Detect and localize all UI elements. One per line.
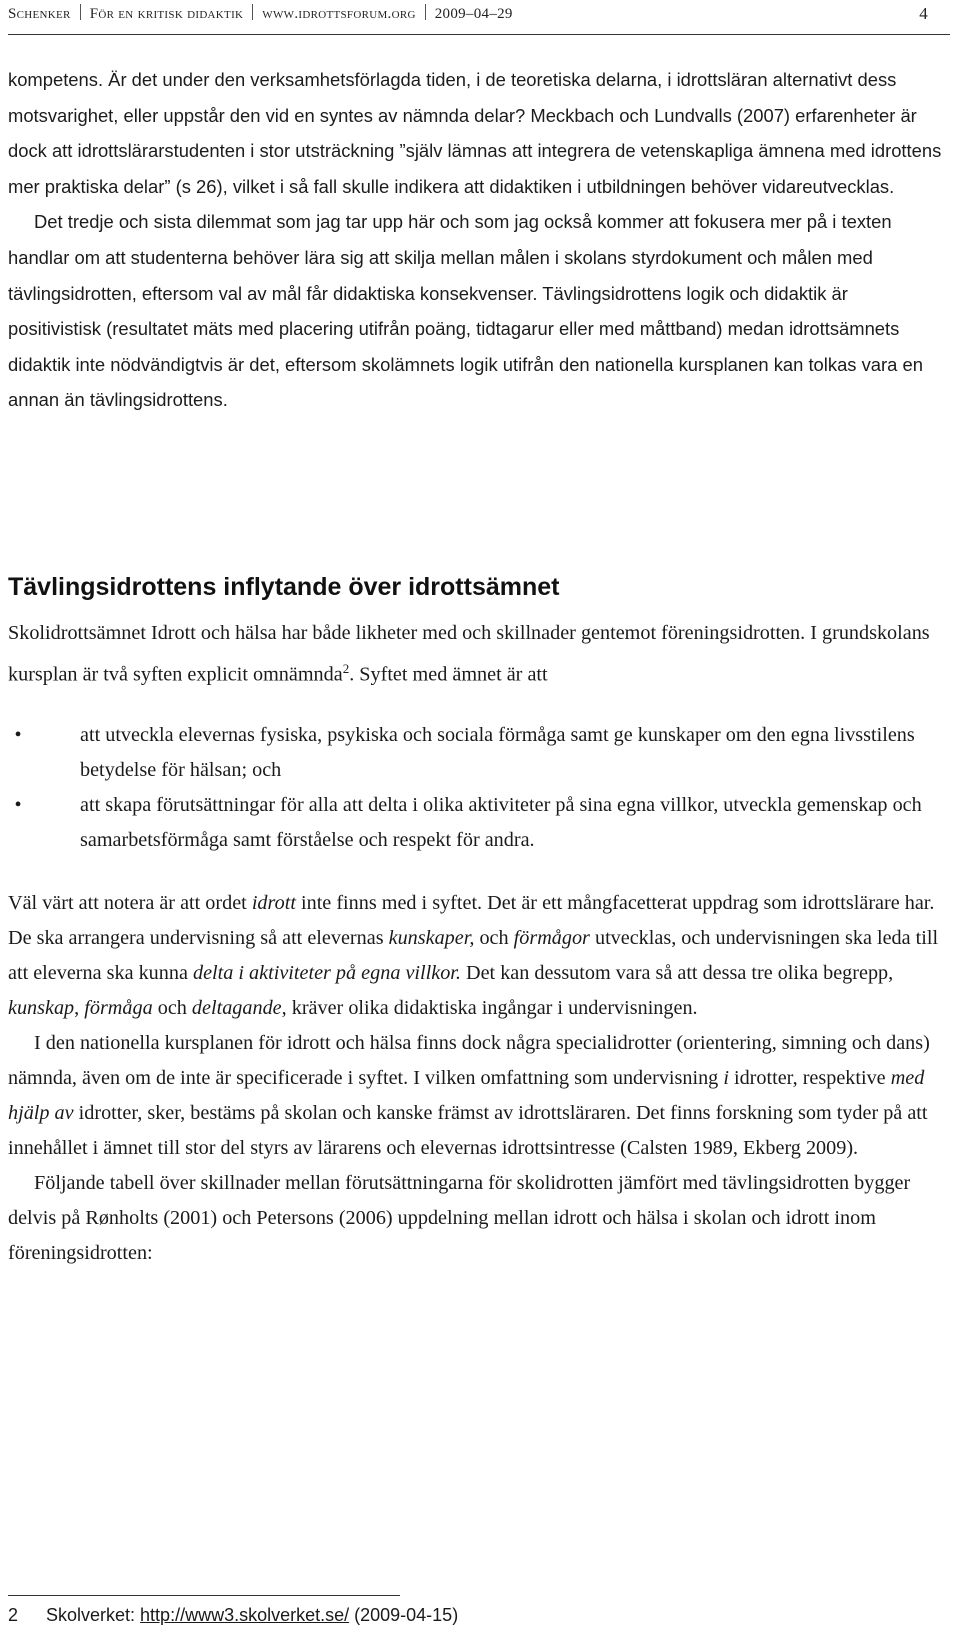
body-paragraph: I den nationella kursplanen för idrott och hälsa finns dock några specialidrotter (orientering, simning och dans) nämnda, även om de inte är specificerade i syftet. I vilken omfattning som undervisning i idrotter, respektive med hjälp av idrotter, sker, bestäms på skolan och kanske främst av idrottsläraren. Det finns forskning som tyder på att innehållet i ämnet till stor del styrs av lärarens och elevernas idrottsintresse (Calsten 1989, Ekberg 2009). (8, 1032, 930, 1159)
lead-paragraph: Skolidrottsämnet Idrott och hälsa har både likheter med och skillnader gentemot föreningsidrotten. I grundskolans kursplan är två syften explicit omnämnda$^2$. Syftet med ämnet är att (8, 622, 930, 686)
header-date: 2009–04–29 (434, 6, 513, 22)
header-site: www.idrottsforum.org (262, 6, 416, 22)
header-rule (8, 34, 950, 35)
footnote-rule (8, 1595, 400, 1596)
list-item: • att skapa förutsättningar för alla att delta i olika aktiviteter på sina egna villkor, utveckla gemenskap och samarbetsförmåga samt förståelse och respekt för andra. (8, 788, 944, 858)
purpose-list (8, 718, 944, 858)
body-paragraph: Väl värt att notera är att ordet idrott inte finns med i syftet. Det är ett mångfacetterat uppdrag som idrottslärare har. De ska arrangera undervisning så att elevernas kunskaper, och förmågor utvecklas, och undervisningen ska leda till att eleverna ska kunna delta i aktiviteter på egna villkor. Det kan dessutom vara så att dessa tre olika begrepp, kunskap, förmåga och deltagande, kräver olika didaktiska ingångar i undervisningen. (8, 892, 939, 1019)
intro-text (8, 62, 944, 418)
header-separator (252, 4, 253, 20)
page-number: 4 (919, 4, 928, 23)
bullet-icon: • (14, 724, 22, 746)
footnote-number: 2 (8, 1605, 19, 1625)
header-separator (80, 4, 81, 20)
footnote (8, 1605, 908, 1626)
intro-paragraph: Det tredje och sista dilemmat som jag tar upp här och som jag också kommer att fokusera mer på i texten handlar om att studenterna behöver lära sig att skilja mellan målen i skolans styrdokument och målen med tävlingsidrotten, eftersom val av mål får didaktiska konsekvenser. Tävlingsidrottens logik och didaktik är positivistisk (resultatet mäts med placering utifrån poäng, tidtagarur eller med måttband) medan idrottsämnets didaktik inte nödvändigtvis är det, eftersom skolämnets logik utifrån den nationella kursplanen kan tolkas vara en annan än tävlingsidrottens. (8, 211, 923, 411)
intro-paragraph: kompetens. Är det under den verksamhetsförlagda tiden, i de teoretiska delarna, i idrottsläran alternativt dess motsvarighet, eller uppstår den vid en syntes av nämnda delar? Meckbach och Lundvalls (2007) erfarenheter är dock att idrottslärarstudenten i stor utsträckning ”själv lämnas att integrera de vetenskapliga ämnena med idrottens mer praktiska delar” (s 26), vilket i så fall skulle indikera att didaktiken i utbildningen behöver vidareutvecklas. (8, 69, 942, 197)
header-separator (425, 4, 426, 20)
bullet-icon: • (14, 794, 22, 816)
footnote-ref[interactable]: 2 (342, 661, 350, 676)
section-body (8, 886, 944, 1271)
body-paragraph: Följande tabell över skillnader mellan förutsättningarna för skolidrotten jämfört med tävlingsidrotten bygger delvis på Rønholts (2001) och Petersons (2006) uppdelning mellan idrott och hälsa i skolan och idrott inom föreningsidrotten: (8, 1172, 911, 1264)
running-header (8, 4, 948, 32)
header-author: Schenker (8, 6, 71, 22)
section-heading: Tävlingsidrottens inflytande över idrottsämnet (8, 573, 560, 601)
section-lead (8, 616, 944, 693)
footnote-link[interactable]: http://www3.skolverket.se/ (140, 1605, 350, 1625)
list-item: • att utveckla elevernas fysiska, psykiska och sociala förmåga samt ge kunskaper om den egna livsstilens betydelse för hälsan; och (8, 718, 944, 788)
footnote-date: (2009-04-15) (349, 1605, 459, 1625)
header-title: För en kritisk didaktik (89, 6, 244, 22)
footnote-label: Skolverket: (46, 1605, 141, 1625)
